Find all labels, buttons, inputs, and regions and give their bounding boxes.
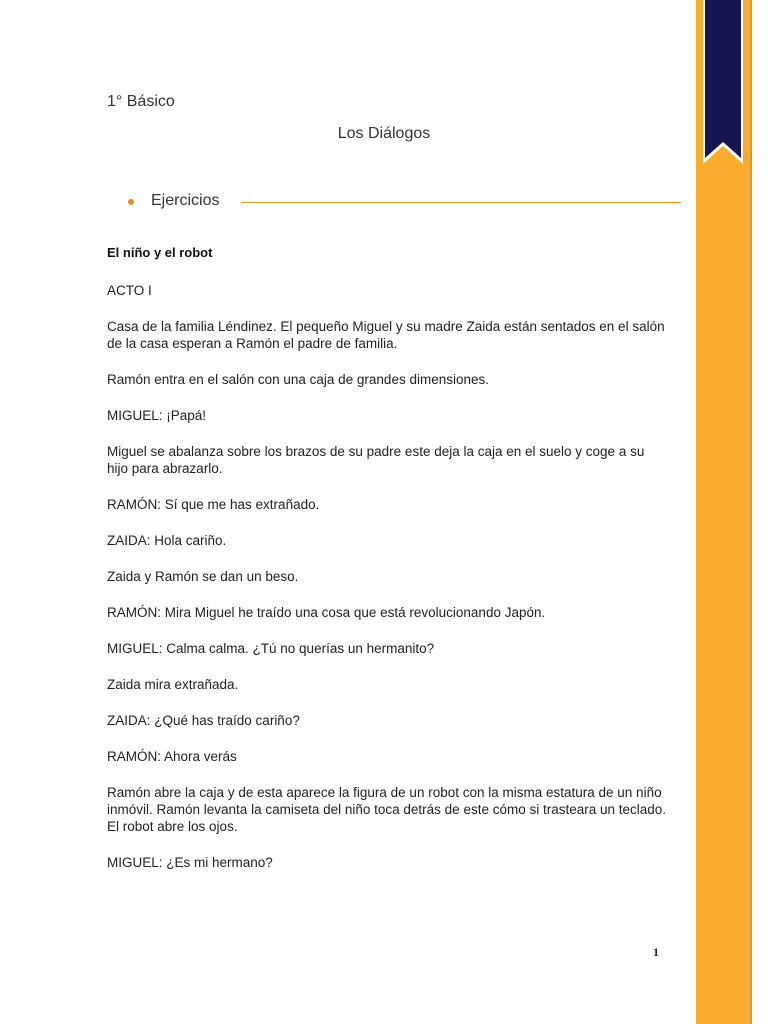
story-title: El niño y el robot (107, 245, 213, 260)
paragraph: MIGUEL: ¡Papá! (107, 408, 207, 423)
paragraph: ACTO I (107, 283, 152, 298)
paragraph: Zaida mira extrañada. (107, 677, 239, 692)
grade-label: 1° Básico (107, 93, 175, 110)
document-title: Los Diálogos (337, 125, 431, 142)
paragraph: RAMÓN: Mira Miguel he traído una cosa que está revolucionando Japón. (107, 605, 546, 620)
paragraph: Casa de la familia Léndinez. El pequeño Miguel y su madre Zaida están sentados en el salón de la casa esperan a Ramón el padre de familia. (107, 319, 665, 351)
paragraph: Ramón entra en el salón con una caja de grandes dimensiones. (107, 372, 489, 387)
paragraph: Zaida y Ramón se dan un beso. (107, 569, 299, 584)
bullet-icon (128, 199, 134, 205)
paragraph: ZAIDA: ¿Qué has traído cariño? (107, 713, 300, 728)
paragraph: MIGUEL: Calma calma. ¿Tú no querías un hermanito? (107, 641, 435, 656)
paragraph: ZAIDA: Hola cariño. (107, 533, 227, 548)
story-body (107, 282, 667, 890)
paragraph: RAMÓN: Ahora verás (107, 749, 237, 764)
page-number: 1 (653, 945, 659, 959)
section-heading (128, 192, 681, 214)
section-label: Ejercicios (151, 192, 220, 209)
paragraph: MIGUEL: ¿Es mi hermano? (107, 855, 273, 870)
paragraph: Ramón abre la caja y de esta aparece la figura de un robot con la misma estatura de un niño inmóvil. Ramón levanta la camiseta del niño toca detrás de este cómo si trasteara un teclado. El robot abre los ojos. (107, 785, 667, 834)
paragraph: RAMÓN: Sí que me has extrañado. (107, 497, 320, 512)
section-divider (241, 202, 681, 203)
paragraph: Miguel se abalanza sobre los brazos de su padre este deja la caja en el suelo y coge a su hijo para abrazarlo. (107, 444, 645, 476)
